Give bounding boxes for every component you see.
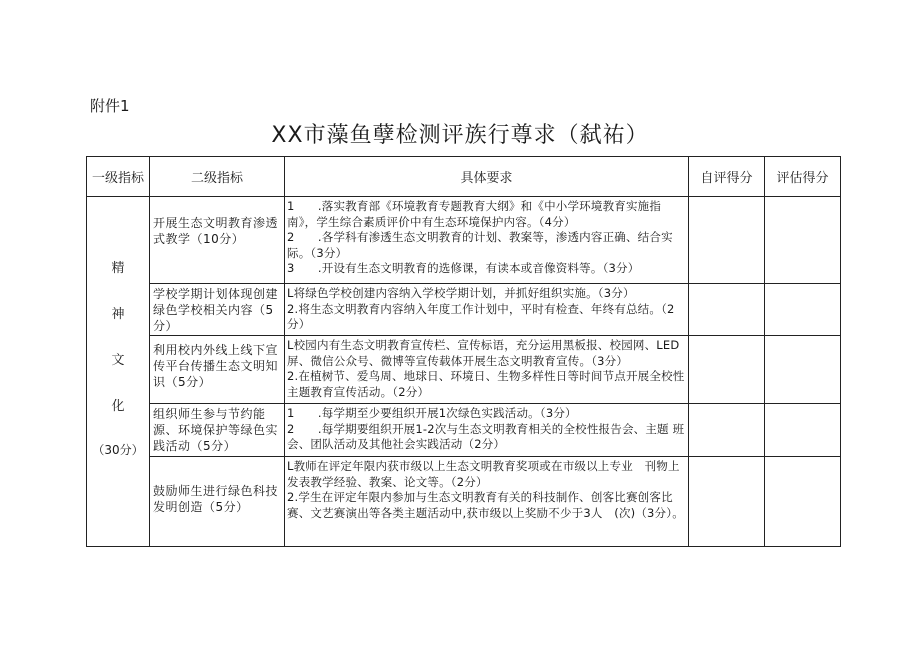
header-eval-score: 评估得分: [765, 157, 841, 197]
document-title: XX市藻鱼孽检测评族行尊求（弑祐）: [271, 123, 649, 148]
category-char: 化: [111, 399, 125, 414]
requirement-line: 1 .每学期至少要组织开展1次绿色实践活动。（3分）: [287, 406, 577, 420]
table-header-row: [87, 157, 841, 197]
header-requirements: 具体要求: [285, 157, 689, 197]
table-row: [87, 404, 841, 457]
category-cell: [87, 197, 150, 547]
requirements-cell: [285, 457, 689, 547]
indicator-cell: 利用校内外线上线下宣传平台传播生态文明知识（5分）: [150, 336, 285, 404]
indicator-cell: 组织师生参与节约能源、环境保护等绿色实践活动（5分）: [150, 404, 285, 457]
header-self-score: 自评得分: [689, 157, 765, 197]
self-score-cell[interactable]: [689, 197, 765, 284]
table-row: [87, 197, 841, 284]
requirement-line: 2 .各学科有渗透生态文明教育的计划、教案等，渗透内容正确、结合实 际。（3分）: [287, 230, 673, 260]
category-points: （30分）: [92, 443, 144, 457]
requirement-line: L校园内有生态文明教育宣传栏、宣传标语，充分运用黑板报、校园网、LED屏、微信公众号、微博等宣传载体开展生态文明教育宣传。（3分）: [287, 338, 680, 368]
table-row: [87, 284, 841, 336]
indicator-cell: 开展生态文明教育渗透式教学（10分）: [150, 197, 285, 284]
evaluation-table: [86, 156, 841, 547]
indicator-cell: 鼓励师生进行绿色科技发明创造（5分）: [150, 457, 285, 547]
requirement-line: 3 .开设有生态文明教育的选修课，有读本或音像资料等。（3分）: [287, 261, 640, 275]
requirement-line: 2.将生态文明教育内容纳入年度工作计划中，平时有检查、年终有总结。（2分）: [287, 301, 675, 331]
requirement-line: 2.在植树节、爱鸟周、地球日、环境日、生物多样性日等时间节点开展全校性主题教育宣传活动。（2分）: [287, 369, 685, 399]
category-char: 精: [111, 261, 125, 276]
indicator-cell: 学校学期计划体现创建绿色学校相关内容（5分）: [150, 284, 285, 336]
category-char: 神: [111, 307, 125, 322]
self-score-cell[interactable]: [689, 457, 765, 547]
requirements-cell: [285, 284, 689, 336]
requirement-line: L教师在评定年限内获市级以上生态文明教育奖项或在市级以上专业 刊物上发表教学经验、教案、论文等。（2分）: [287, 459, 680, 489]
self-score-cell[interactable]: [689, 404, 765, 457]
eval-score-cell[interactable]: [765, 404, 841, 457]
eval-score-cell[interactable]: [765, 457, 841, 547]
requirement-line: 1 .落实教育部《环境教育专题教育大纲》和《中小学环境教育实施指南》，学生综合素质评价中有生态环境保护内容。（4分）: [287, 199, 662, 229]
category-char: 文: [111, 353, 125, 368]
requirements-cell: [285, 404, 689, 457]
self-score-cell[interactable]: [689, 336, 765, 404]
table-row: [87, 457, 841, 547]
header-level1: 一级指标: [87, 157, 150, 197]
table-row: [87, 336, 841, 404]
requirements-cell: [285, 197, 689, 284]
requirement-line: L将绿色学校创建内容纳入学校学期计划，并抓好组织实施。（3分）: [287, 286, 635, 300]
requirement-line: 2 .每学期要组织开展1-2次与生态文明教育相关的全校性报告会、主题 班会、团队活动及其他社会实践活动（2分）: [287, 421, 685, 451]
eval-score-cell[interactable]: [765, 197, 841, 284]
self-score-cell[interactable]: [689, 284, 765, 336]
header-level2: 二级指标: [150, 157, 285, 197]
requirements-cell: [285, 336, 689, 404]
eval-score-cell[interactable]: [765, 336, 841, 404]
eval-score-cell[interactable]: [765, 284, 841, 336]
requirement-line: 2.学生在评定年限内参加与生态文明教育有关的科技制作、创客比赛创客比赛、文艺赛演出等各类主题活动中,获市级以上奖励不少于3人 (次)（3分）。: [287, 490, 684, 520]
attachment-label: 附件1: [90, 97, 130, 115]
